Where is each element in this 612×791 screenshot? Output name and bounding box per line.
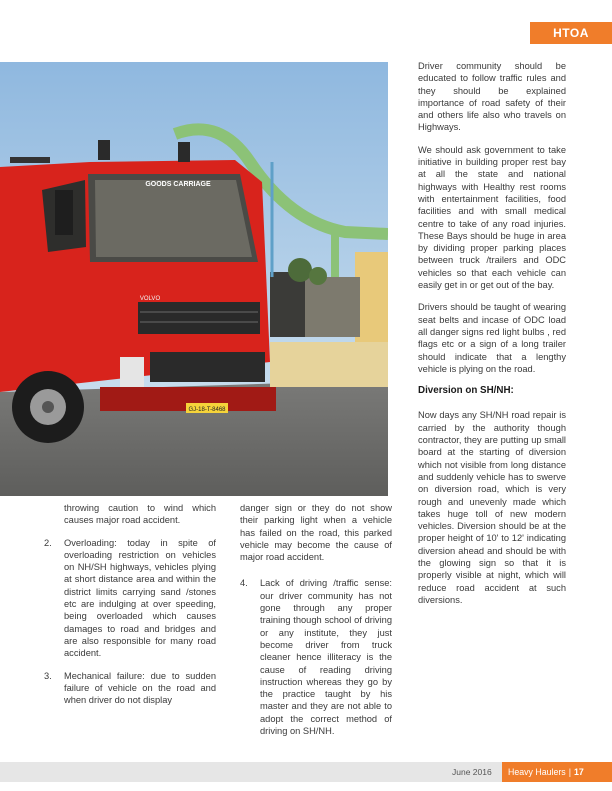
middle-continuation-text: danger sign or they do not show their parking light when a vehicle has failed on the road, this parked vehicle may become the cause of major road accident. (240, 503, 392, 563)
truck-photo (0, 62, 388, 496)
list-number: 4. (240, 578, 248, 589)
right-column (418, 60, 566, 616)
list-text: Overloading: today in spite of overloading restriction on vehicles on NH/SH highways, vehicles plying at short distance area and within the district limits carrying sand /stones etc are indulging at over speeding, being overloaded which causes damages to road and bridges and are also responsible for many road accident. (64, 537, 216, 659)
section-heading: Diversion on SH/NH: (418, 385, 514, 397)
list-item (44, 537, 216, 660)
list-number: 3. (44, 670, 52, 681)
footer-date: June 2016 (452, 767, 492, 777)
paragraph-seat-belts: Drivers should be taught of wearing seat belts and incase of ODC load all danger signs red light bulbs , red flags etc or a sign of a long trailer should indicate that a lengthy vehicle is plying on the road. (418, 302, 566, 374)
left-intro-text: throwing caution to wind which causes major road accident. (64, 503, 216, 526)
left-column (44, 502, 216, 716)
footer-magazine-box (502, 762, 612, 782)
list-item (240, 577, 392, 737)
page-number: 17 (574, 767, 584, 777)
magazine-name: Heavy Haulers (508, 767, 566, 777)
paragraph-diversion: Now days any SH/NH road repair is carried by the authority though contractor, they are putting up small board at the starting of diversion which not visible from long distance and suddenly vehicle has to swerve on diversion road, which is very rough and unevenly made which takes huge toll of new modern vehicles. Diversion should be at the proper height of 10' to 12' indicating diversion ahead and should be with the glowing sign so that it is properly visible at night, which will reduce road accident at such diversions. (418, 410, 566, 605)
middle-list (240, 577, 392, 737)
license-plate-text: GJ-18-T-8468 (188, 407, 226, 413)
footer-separator: | (568, 767, 571, 777)
list-text: Lack of driving /traffic sense: our driver community has not gone through any proper training though school of driving or any institute, they just become driver from truck cleaner hence illiteracy is the cause of reading driving instruction whereas they go by the practice taught by his master and they are not able to adopt the correct method of driving on SH/NH. (260, 578, 392, 737)
paragraph-driver-education: Driver community should be educated to follow traffic rules and they should be explained importance of road safety of their and others life also who travels on Highways. (418, 61, 566, 133)
truck-brand-text: VOLVO (139, 296, 161, 302)
list-item (44, 670, 216, 707)
page-footer (0, 762, 612, 782)
list-number: 2. (44, 537, 52, 548)
list-text: Mechanical failure: due to sudden failure of vehicle on the road and when driver do not display (64, 670, 216, 706)
cab-sign-text: GOODS CARRIAGE (145, 181, 211, 188)
paragraph-rest-bay: We should ask government to take initiative in building proper rest bay at all the state and national highways with Healthy rest rooms with entertainment facilities, food facilities and with small medical centre to take of any road injuries. These Bays should be huge in area by dividing proper parking places between truck /trailers and ODC vehicles so that each vehicle can easily get in or get out of the bay. (418, 144, 566, 291)
section-tab: HTOA (530, 22, 612, 44)
middle-column (240, 502, 392, 747)
left-list (44, 537, 216, 707)
